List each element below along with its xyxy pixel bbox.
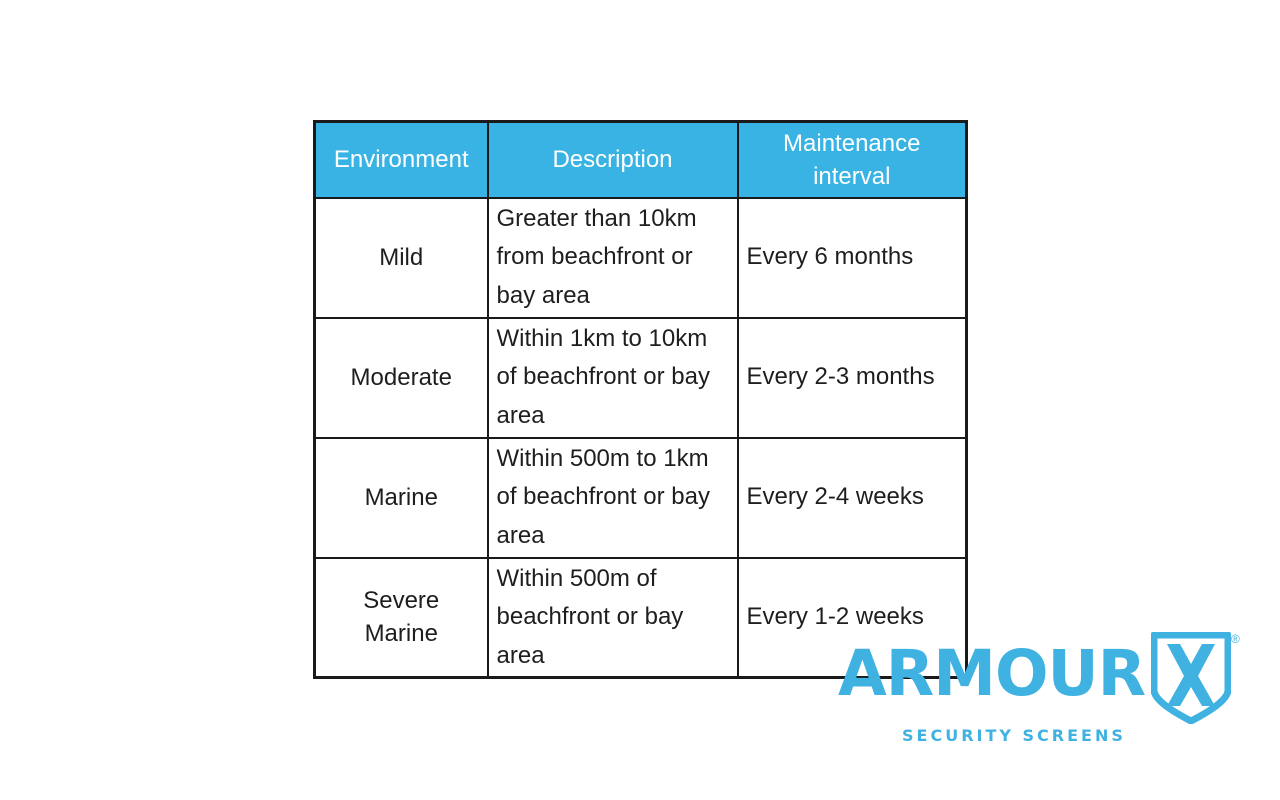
- environment-cell: Severe Marine: [315, 558, 488, 678]
- environment-cell: Moderate: [315, 318, 488, 438]
- column-header-maintenance-interval: Maintenance interval: [738, 122, 967, 198]
- description-cell: Within 1km to 10km of beachfront or bay area: [488, 318, 738, 438]
- description-cell: Within 500m of beachfront or bay area: [488, 558, 738, 678]
- maintenance-table: [313, 120, 968, 679]
- interval-cell: Every 1-2 weeks: [738, 558, 967, 678]
- logo-wordmark: ARMOUR: [838, 637, 1146, 710]
- table-row: [315, 318, 967, 438]
- description-cell: Greater than 10km from beachfront or bay area: [488, 198, 738, 318]
- armourx-logo: [838, 632, 1248, 752]
- interval-cell: Every 2-3 months: [738, 318, 967, 438]
- interval-cell: Every 6 months: [738, 198, 967, 318]
- column-header-description: Description: [488, 122, 738, 198]
- table-row: [315, 198, 967, 318]
- table-row: [315, 438, 967, 558]
- shield-x-icon: [1151, 632, 1231, 724]
- table-header-row: [315, 122, 967, 198]
- column-header-environment: Environment: [315, 122, 488, 198]
- description-cell: Within 500m to 1km of beachfront or bay area: [488, 438, 738, 558]
- environment-cell: Mild: [315, 198, 488, 318]
- interval-cell: Every 2-4 weeks: [738, 438, 967, 558]
- logo-tagline: SECURITY SCREENS: [902, 726, 1126, 745]
- environment-cell: Marine: [315, 438, 488, 558]
- registered-mark: ®: [1231, 632, 1240, 646]
